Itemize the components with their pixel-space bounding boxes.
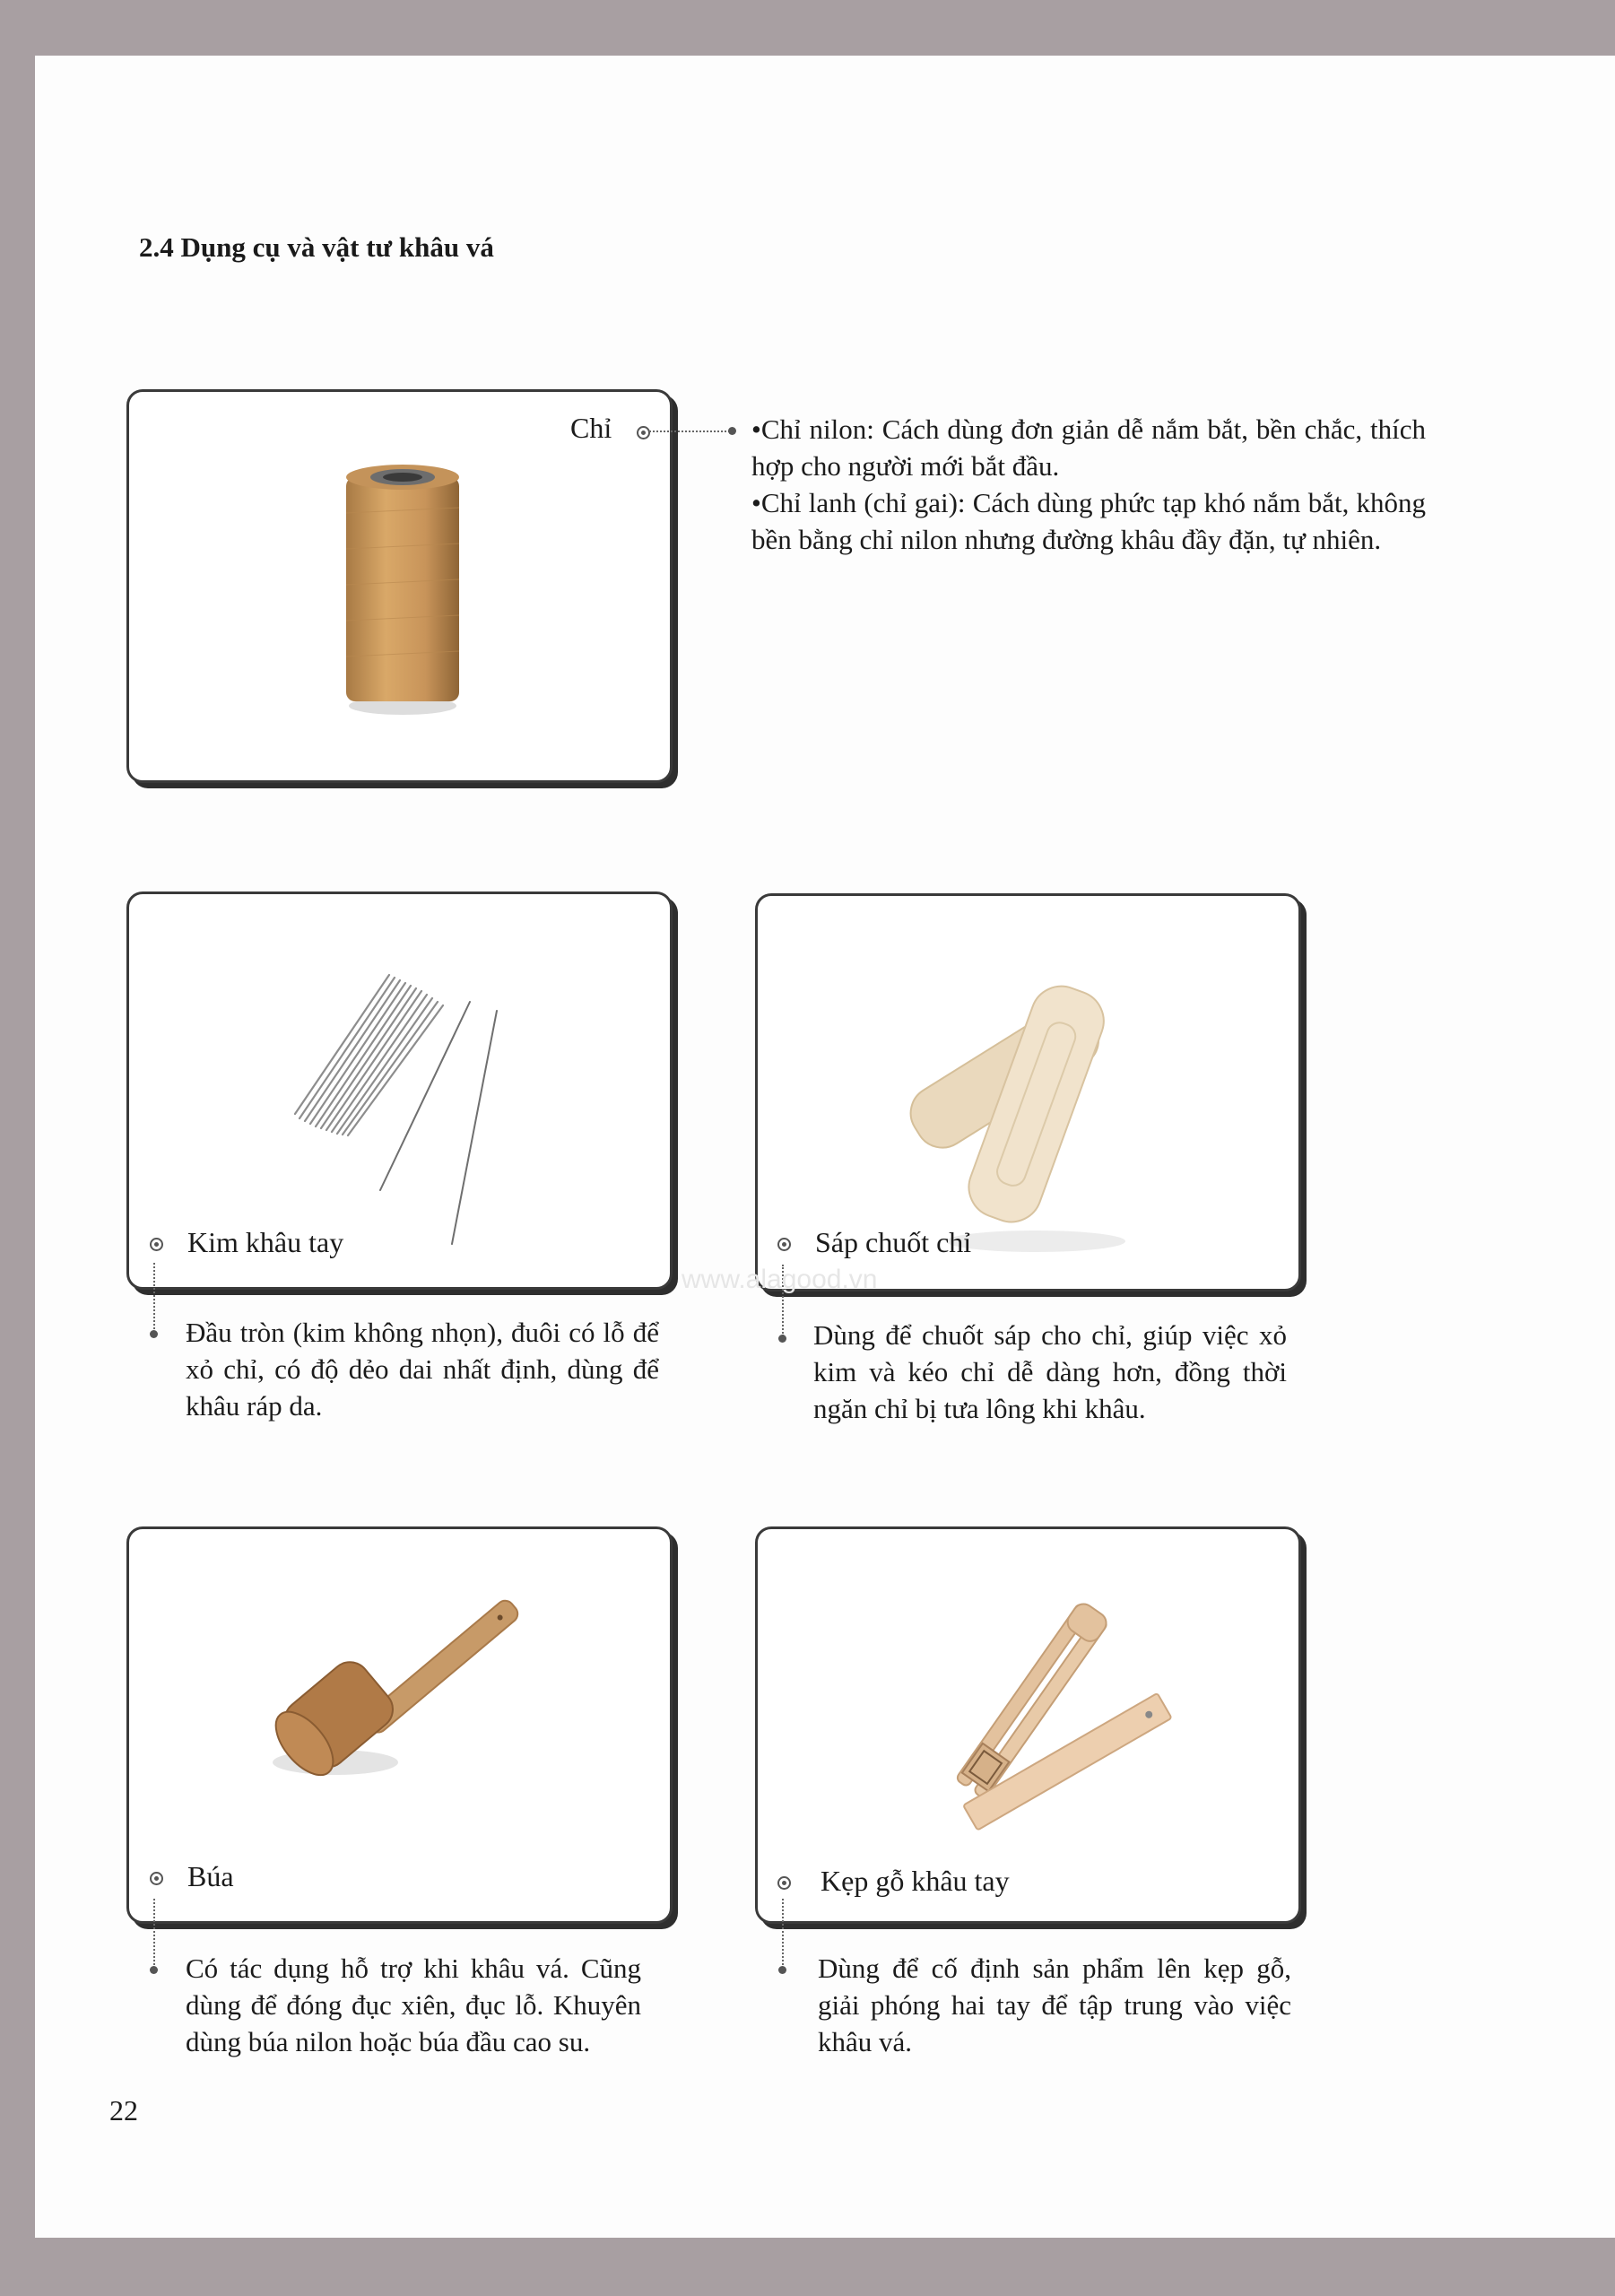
thread-spool-image	[335, 459, 470, 719]
clamp-marker-icon	[777, 1876, 791, 1890]
wax-description	[813, 1317, 1287, 1427]
thread-card	[126, 389, 673, 783]
thread-connector	[649, 430, 730, 432]
thread-marker-icon	[637, 426, 650, 439]
needle-card	[126, 891, 673, 1290]
watermark: www.alagood.vn	[682, 1265, 878, 1294]
clamp-card	[755, 1526, 1301, 1924]
wax-bullet-dot	[778, 1335, 786, 1343]
mallet-connector	[153, 1899, 155, 1969]
thread-bullet-dot	[728, 427, 736, 435]
needle-marker-icon	[150, 1238, 163, 1251]
clamp-connector	[782, 1899, 784, 1969]
needle-bullet-dot	[150, 1330, 158, 1338]
page-number: 22	[109, 2094, 138, 2126]
wax-bars-image	[874, 945, 1152, 1268]
stitching-clamp-image	[901, 1592, 1197, 1843]
mallet-description	[186, 1950, 641, 2060]
wax-marker-icon	[777, 1238, 791, 1251]
mallet-label: Búa	[187, 1860, 234, 1892]
needle-desc-line-1: Đầu tròn (kim không nhọn), đuôi có lỗ để xỏ chỉ, có độ dẻo dai nhất định, dùng để khâu ráp da.	[186, 1317, 659, 1422]
needles-image	[255, 948, 560, 1253]
thread-label: Chỉ	[570, 412, 612, 444]
thread-description	[751, 411, 1426, 558]
wax-desc-line-1: Dùng để chuốt sáp cho chỉ, giúp việc xỏ kim và kéo chỉ dễ dàng hơn, đồng thời ngăn chỉ bị tưa lông khi khâu.	[813, 1319, 1287, 1424]
clamp-label: Kẹp gỗ khâu tay	[821, 1865, 1010, 1897]
clamp-bullet-dot	[778, 1966, 786, 1974]
needle-connector	[153, 1263, 155, 1333]
clamp-description	[818, 1950, 1291, 2060]
mallet-marker-icon	[150, 1872, 163, 1885]
thread-desc-line-1: •Chỉ nilon: Cách dùng đơn giản dễ nắm bắt, bền chắc, thích hợp cho người mới bắt đầu.	[751, 413, 1426, 482]
needle-description	[186, 1314, 659, 1424]
thread-desc-line-2: •Chỉ lanh (chỉ gai): Cách dùng phức tạp khó nắm bắt, không bền bằng chỉ nilon nhưng đường khâu đầy đặn, tự nhiên.	[751, 487, 1426, 555]
mallet-bullet-dot	[150, 1966, 158, 1974]
needle-label: Kim khâu tay	[187, 1226, 344, 1258]
wax-card	[755, 893, 1301, 1292]
mallet-image	[255, 1583, 551, 1816]
section-title: 2.4 Dụng cụ và vật tư khâu vá	[139, 231, 494, 263]
wax-label: Sáp chuốt chỉ	[815, 1226, 972, 1258]
mallet-card	[126, 1526, 673, 1924]
mallet-desc-line-1: Có tác dụng hỗ trợ khi khâu vá. Cũng dùng để đóng đục xiên, đục lỗ. Khuyên dùng búa nilon hoặc búa đầu cao su.	[186, 1952, 641, 2057]
clamp-desc-line-1: Dùng để cố định sản phẩm lên kẹp gỗ, giải phóng hai tay để tập trung vào việc khâu vá.	[818, 1952, 1291, 2057]
